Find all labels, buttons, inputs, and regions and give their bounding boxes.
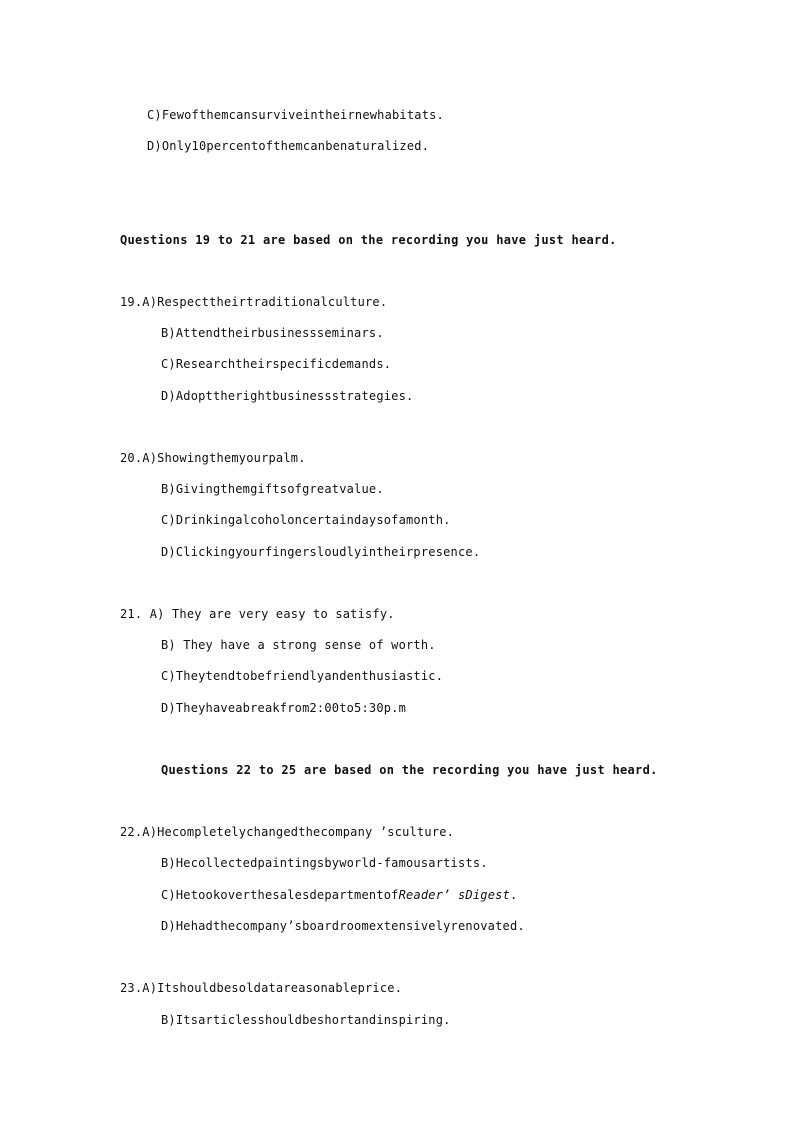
q19-option-c: C)Researchtheirspecificdemands. xyxy=(161,357,392,371)
q19-option-b: B)Attendtheirbusinessseminars. xyxy=(161,326,384,340)
q21-option-c: C)Theytendtobefriendlyandenthusiastic. xyxy=(161,669,444,683)
q23-option-b: B)Itsarticlesshouldbeshortandinspiring. xyxy=(161,1013,451,1027)
q22-option-c-title: Reader’ sDigest xyxy=(398,888,510,902)
section-heading-22-25: Questions 22 to 25 are based on the recording you have just heard. xyxy=(161,763,658,777)
q20-option-a: 20.A)Showingthemyourpalm. xyxy=(120,451,306,465)
prev-option-d: D)Only10percentofthemcanbenaturalized. xyxy=(147,139,430,153)
q19-option-d: D)Adopttherightbusinessstrategies. xyxy=(161,389,414,403)
q21-option-d: D)Theyhaveabreakfrom2:00to5:30p.m xyxy=(161,701,407,715)
q21-option-a: 21. A) They are very easy to satisfy. xyxy=(120,607,395,621)
q23-option-a: 23.A)Itshouldbesoldatareasonableprice. xyxy=(120,981,403,995)
q22-option-c-prefix: C)Hetookoverthesalesdepartmentof xyxy=(161,888,399,902)
section-heading-19-21: Questions 19 to 21 are based on the recording you have just heard. xyxy=(120,233,617,247)
q22-option-a: 22.A)Hecompletelychangedthecompany ’sculture. xyxy=(120,825,455,839)
q22-option-d: D)Hehadthecompany’sboardroomextensivelyrenovated. xyxy=(161,919,525,933)
q22-option-b: B)Hecollectedpaintingsbyworld-famousartists. xyxy=(161,856,488,870)
q22-option-c-suffix: . xyxy=(509,888,518,902)
q22-option-c xyxy=(161,888,517,902)
q20-option-b: B)Givingthemgiftsofgreatvalue. xyxy=(161,482,384,496)
q20-option-d: D)Clickingyourfingersloudlyintheirpresence. xyxy=(161,545,481,559)
prev-option-c: C)Fewofthemcansurviveintheirnewhabitats. xyxy=(147,108,444,122)
q19-option-a: 19.A)Respecttheirtraditionalculture. xyxy=(120,295,388,309)
q21-option-b: B) They have a strong sense of worth. xyxy=(161,638,436,652)
q20-option-c: C)Drinkingalcoholoncertaindaysofamonth. xyxy=(161,513,451,527)
